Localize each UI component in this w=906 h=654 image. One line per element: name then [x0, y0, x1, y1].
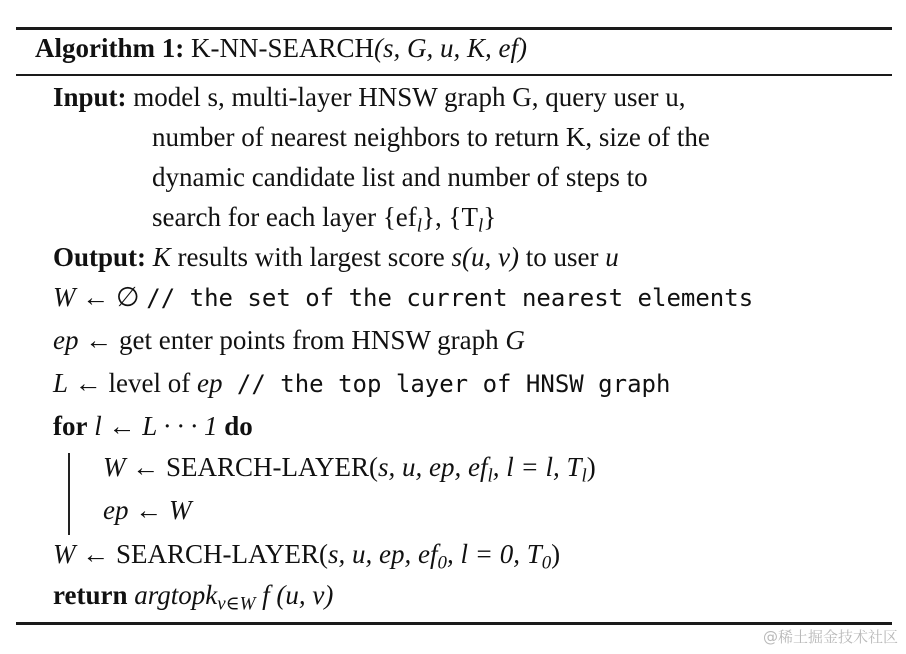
input-line-1: [53, 82, 685, 113]
input-text-1: model s, multi-layer HNSW graph G, query user u,: [133, 82, 686, 112]
comment-top-layer: // the top layer of HNSW graph: [222, 370, 671, 398]
input-line-2: number of nearest neighbors to return K, size of the: [152, 122, 710, 152]
algorithm-title: [35, 33, 527, 64]
input-label: Input:: [53, 82, 127, 112]
for-loop-header: for l ← L · · · 1 do: [53, 411, 253, 441]
loop-body-bar: [68, 453, 70, 535]
loop-search-layer: W ← SEARCH-LAYER(s, u, ep, $ef_l$, l = l, $T_l$): [103, 452, 596, 487]
algorithm-signature: (s, G, u, K, ef): [374, 33, 527, 63]
input-line-3: dynamic candidate list and number of steps to: [152, 162, 648, 192]
step-enter-points: ep ← get enter points from HNSW graph G: [53, 325, 525, 355]
loop-assign-ep: ep ← W: [103, 495, 192, 525]
title-rule: [16, 74, 892, 76]
input-line-4: search for each layer $\{ef_l\}$, $\{T_l\}$: [152, 202, 497, 237]
step-level: L ← level of ep // the top layer of HNSW graph: [53, 368, 671, 398]
output-label: Output:: [53, 242, 147, 272]
watermark: @稀土掘金技术社区: [762, 628, 898, 646]
algorithm-name: K-NN-SEARCH: [190, 33, 374, 63]
final-search-layer: W ← SEARCH-LAYER(s, u, ep, $ef_0$, l = 0, $T_0$): [53, 539, 561, 574]
algorithm-label: Algorithm 1:: [35, 33, 185, 63]
return-line: return argtopk$_{v\in W}$ f (u, v): [53, 580, 334, 615]
output-line: Output: K results with largest score s(u, v) to user u: [53, 242, 619, 272]
bottom-rule: [16, 622, 892, 625]
step-init-w: W ← ∅ // the set of the current nearest elements: [53, 282, 754, 312]
comment-current-nearest: // the set of the current nearest elements: [146, 284, 754, 312]
top-rule: [16, 27, 892, 30]
